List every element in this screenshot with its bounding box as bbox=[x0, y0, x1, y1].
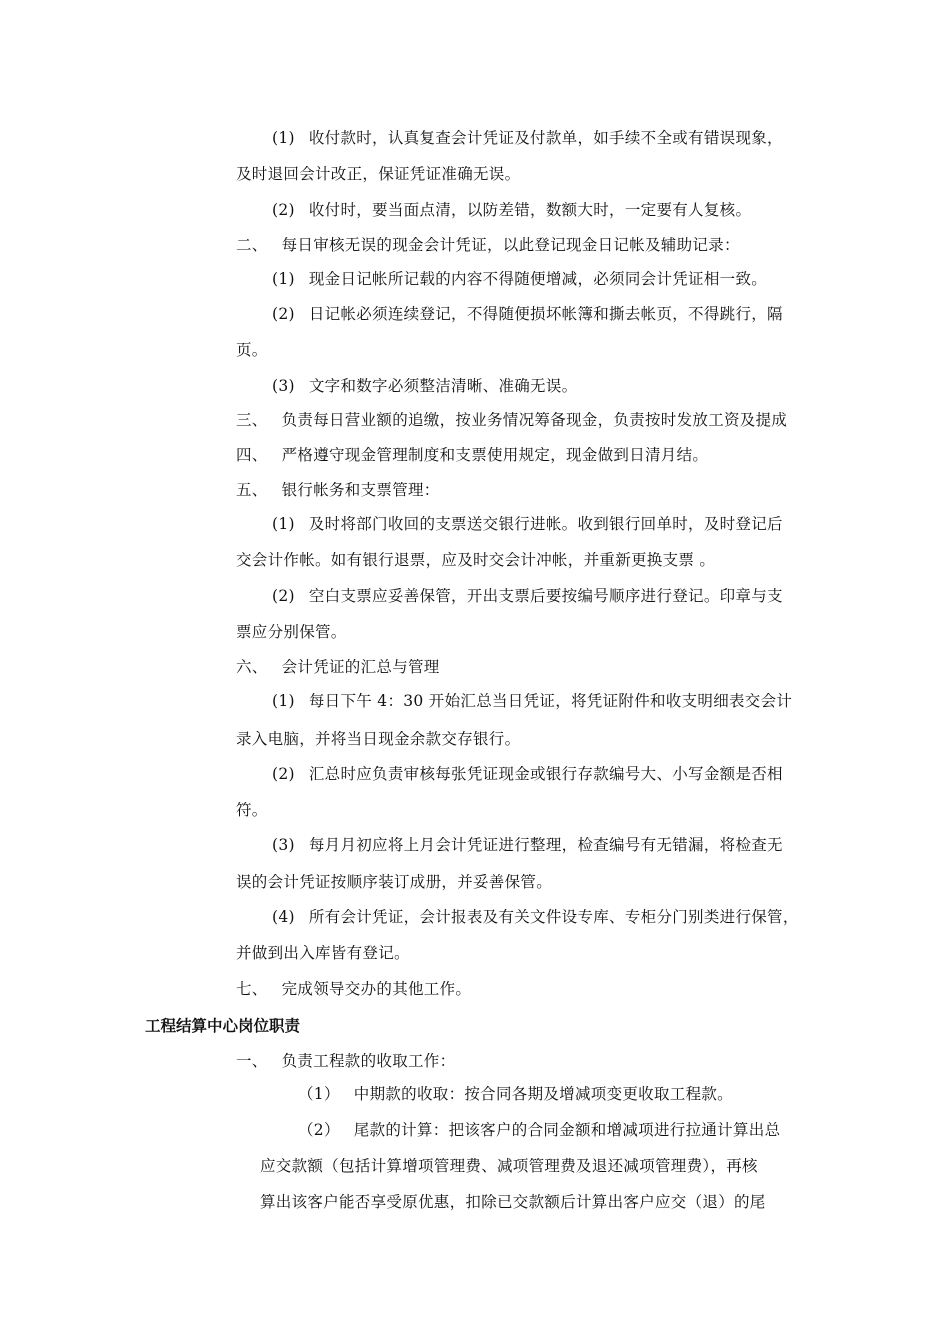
line-text: 空白支票应妥善保管，开出支票后要按编号顺序进行登记。印章与支 bbox=[308, 587, 783, 605]
item-marker: (2) bbox=[272, 201, 295, 219]
doc-line bbox=[236, 657, 440, 677]
doc-line bbox=[272, 835, 783, 855]
section-heading: 工程结算中心岗位职责 bbox=[145, 1017, 301, 1035]
doc-line bbox=[236, 445, 708, 465]
line-text: 算出该客户能否享受原优惠，扣除已交款额后计算出客户应交（退）的尾 bbox=[260, 1193, 766, 1211]
doc-line bbox=[260, 1192, 766, 1212]
doc-line bbox=[236, 622, 347, 642]
line-text: 日记帐必须连续登记，不得随便损坏帐簿和撕去帐页，不得跳行，隔 bbox=[308, 305, 783, 323]
doc-line bbox=[272, 269, 767, 289]
doc-line bbox=[272, 586, 783, 606]
doc-line bbox=[272, 907, 799, 927]
doc-line bbox=[272, 376, 577, 396]
item-marker: （2） bbox=[298, 1121, 340, 1139]
line-text: 及时将部门收回的支票送交银行进帐。收到银行回单时，及时登记后 bbox=[308, 515, 783, 533]
line-text: 所有会计凭证，会计报表及有关文件设专库、专柜分门别类进行保管， bbox=[308, 908, 799, 926]
line-text: 并做到出入库皆有登记。 bbox=[236, 944, 410, 962]
doc-line bbox=[298, 1084, 733, 1104]
doc-line bbox=[236, 480, 440, 500]
line-text: 收付款时，认真复查会计凭证及付款单，如手续不全或有错误现象， bbox=[308, 129, 783, 147]
item-marker: (3) bbox=[272, 836, 295, 854]
item-marker: (2) bbox=[272, 587, 295, 605]
line-text: 交会计作帐。如有银行退票，应及时交会计冲帐，并重新更换支票 。 bbox=[236, 551, 716, 569]
line-text: 收付时，要当面点清，以防差错，数额大时，一定要有人复核。 bbox=[308, 201, 752, 219]
item-marker: (2) bbox=[272, 305, 295, 323]
doc-line bbox=[298, 1120, 780, 1140]
line-text: 中期款的收取：按合同各期及增减项变更收取工程款。 bbox=[353, 1085, 733, 1103]
doc-line bbox=[260, 1156, 758, 1176]
doc-line bbox=[236, 550, 715, 570]
doc-line bbox=[272, 764, 783, 784]
item-marker: (4) bbox=[272, 908, 295, 926]
doc-line bbox=[236, 340, 268, 360]
line-text: 每日审核无误的现金会计凭证，以此登记现金日记帐及辅助记录： bbox=[281, 236, 740, 254]
line-text: 票应分别保管。 bbox=[236, 623, 347, 641]
line-text: 误的会计凭证按顺序装订成册，并妥善保管。 bbox=[236, 873, 553, 891]
line-text: 录入电脑，并将当日现金余款交存银行。 bbox=[236, 730, 521, 748]
item-marker: (1) bbox=[272, 129, 295, 147]
item-marker: 一、 bbox=[236, 1052, 268, 1070]
item-marker: （1） bbox=[298, 1085, 340, 1103]
doc-line bbox=[272, 304, 783, 324]
doc-line bbox=[236, 872, 552, 892]
doc-line bbox=[236, 235, 740, 255]
doc-line bbox=[236, 979, 471, 999]
item-marker: 三、 bbox=[236, 411, 268, 429]
line-text: 银行帐务和支票管理： bbox=[281, 481, 440, 499]
line-text: 页。 bbox=[236, 341, 268, 359]
item-marker: (1) bbox=[272, 692, 295, 710]
line-text: 尾款的计算：把该客户的合同金额和增减项进行拉通计算出总 bbox=[353, 1121, 781, 1139]
doc-line bbox=[236, 410, 787, 430]
line-text: 负责工程款的收取工作： bbox=[281, 1052, 456, 1070]
doc-line bbox=[236, 729, 520, 749]
item-marker: 五、 bbox=[236, 481, 268, 499]
line-text: 每日下午 4：30 开始汇总当日凭证，将凭证附件和收支明细表交会计 bbox=[308, 692, 793, 710]
item-marker: (3) bbox=[272, 377, 295, 395]
doc-line bbox=[272, 514, 783, 534]
doc-line bbox=[272, 200, 751, 220]
doc-line bbox=[236, 943, 410, 963]
doc-line bbox=[236, 164, 520, 184]
doc-line bbox=[236, 1051, 455, 1071]
line-text: 及时退回会计改正，保证凭证准确无误。 bbox=[236, 165, 521, 183]
line-text: 每月月初应将上月会计凭证进行整理，检查编号有无错漏，将检查无 bbox=[308, 836, 783, 854]
line-text: 严格遵守现金管理制度和支票使用规定，现金做到日清月结。 bbox=[281, 446, 709, 464]
doc-line bbox=[272, 691, 792, 711]
line-text: 现金日记帐所记载的内容不得随便增减，必须同会计凭证相一致。 bbox=[308, 270, 768, 288]
line-text: 符。 bbox=[236, 801, 268, 819]
line-text: 汇总时应负责审核每张凭证现金或银行存款编号大、小写金额是否相 bbox=[308, 765, 783, 783]
item-marker: (1) bbox=[272, 515, 295, 533]
doc-line bbox=[236, 800, 268, 820]
line-text: 应交款额（包括计算增项管理费、减项管理费及退还减项管理费），再核 bbox=[260, 1157, 758, 1175]
line-text: 会计凭证的汇总与管理 bbox=[281, 658, 440, 676]
item-marker: (2) bbox=[272, 765, 295, 783]
item-marker: 二、 bbox=[236, 236, 268, 254]
item-marker: 四、 bbox=[236, 446, 268, 464]
item-marker: 六、 bbox=[236, 658, 268, 676]
item-marker: 七、 bbox=[236, 980, 268, 998]
line-text: 负责每日营业额的追缴，按业务情况筹备现金，负责按时发放工资及提成 bbox=[281, 411, 788, 429]
doc-line bbox=[272, 128, 783, 148]
item-marker: (1) bbox=[272, 270, 295, 288]
line-text: 文字和数字必须整洁清晰、准确无误。 bbox=[308, 377, 578, 395]
line-text: 完成领导交办的其他工作。 bbox=[281, 980, 472, 998]
